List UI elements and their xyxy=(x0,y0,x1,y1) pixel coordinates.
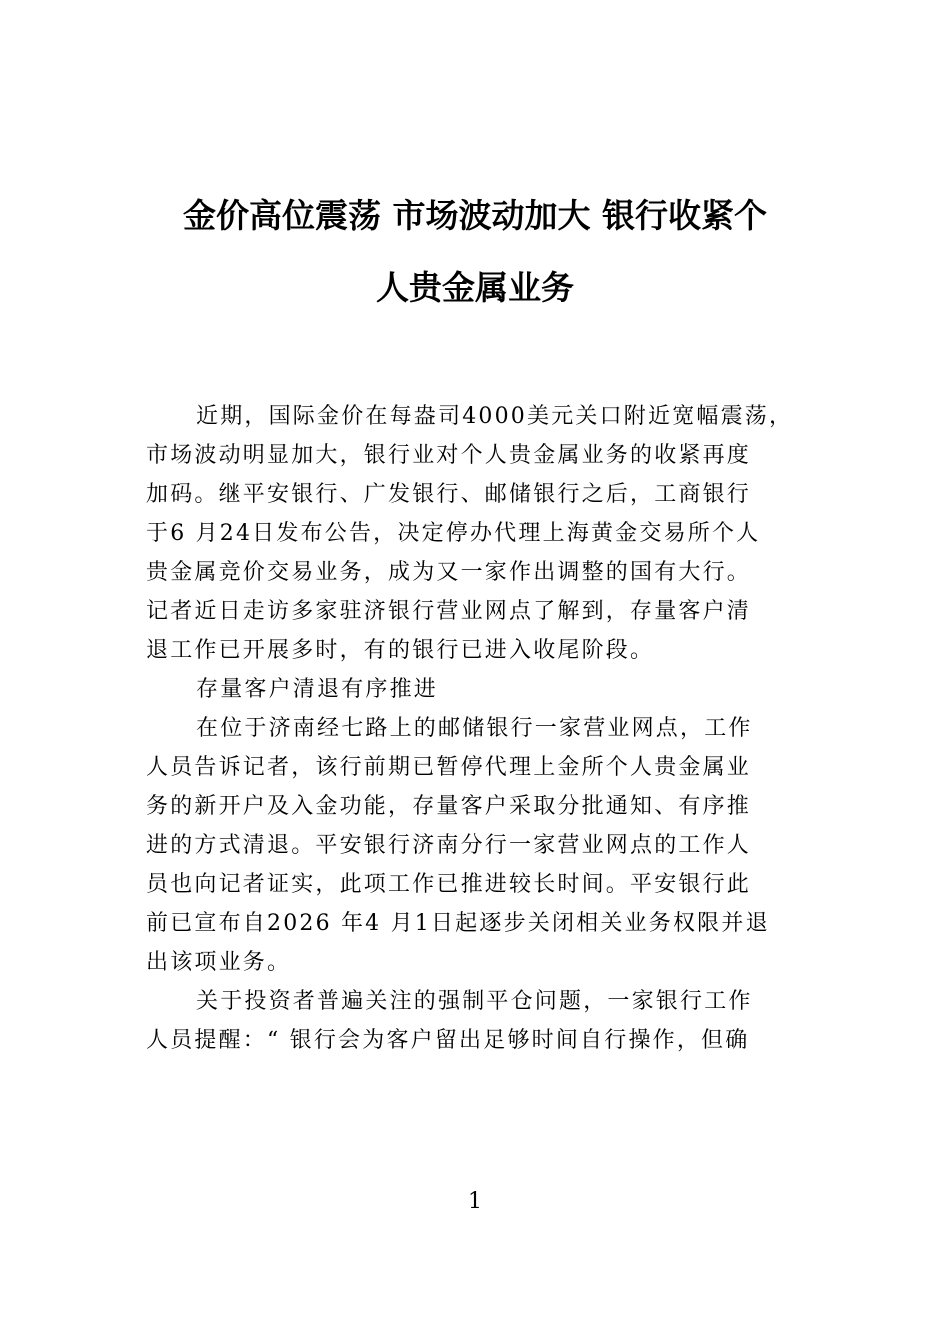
article-title-line-2: 人贵金属业务 xyxy=(376,268,574,307)
article-body xyxy=(146,397,806,1060)
body-line: 于6 月24日发布公告，决定停办代理上海黄金交易所个人 xyxy=(146,521,761,546)
body-line: 近期，国际金价在每盎司4000美元关口附近宽幅震荡， xyxy=(196,404,794,429)
body-line: 在位于济南经七路上的邮储银行一家营业网点，工作 xyxy=(196,716,753,741)
body-line: 员也向记者证实，此项工作已推进较长时间。平安银行此 xyxy=(146,872,752,897)
body-line: 关于投资者普遍关注的强制平仓问题，一家银行工作 xyxy=(196,989,753,1014)
body-line: 退工作已开展多时，有的银行已进入收尾阶段。 xyxy=(146,638,655,663)
body-line: 进的方式清退。平安银行济南分行一家营业网点的工作人 xyxy=(146,833,752,858)
body-line: 贵金属竞价交易业务，成为又一家作出调整的国有大行。 xyxy=(146,560,752,585)
article-title-line-1: 金价高位震荡 市场波动加大 银行收紧个 xyxy=(183,196,767,235)
body-line: 出该项业务。 xyxy=(146,950,292,975)
body-line: 务的新开户及入金功能，存量客户采取分批通知、有序推 xyxy=(146,794,752,819)
page-number: 1 xyxy=(468,1189,482,1214)
body-line: 人员告诉记者，该行前期已暂停代理上金所个人贵金属业 xyxy=(146,755,752,780)
section-heading: 存量客户清退有序推进 xyxy=(196,677,439,702)
body-line: 加码。继平安银行、广发银行、邮储银行之后，工商银行 xyxy=(146,482,752,507)
body-line: 前已宣布自2026 年4 月1日起逐步关闭相关业务权限并退 xyxy=(146,911,770,936)
body-line: 记者近日走访多家驻济银行营业网点了解到，存量客户清 xyxy=(146,599,752,624)
body-line: 市场波动明显加大，银行业对个人贵金属业务的收紧再度 xyxy=(146,443,752,468)
body-line: 人员提醒：“ 银行会为客户留出足够时间自行操作，但确 xyxy=(146,1028,750,1053)
